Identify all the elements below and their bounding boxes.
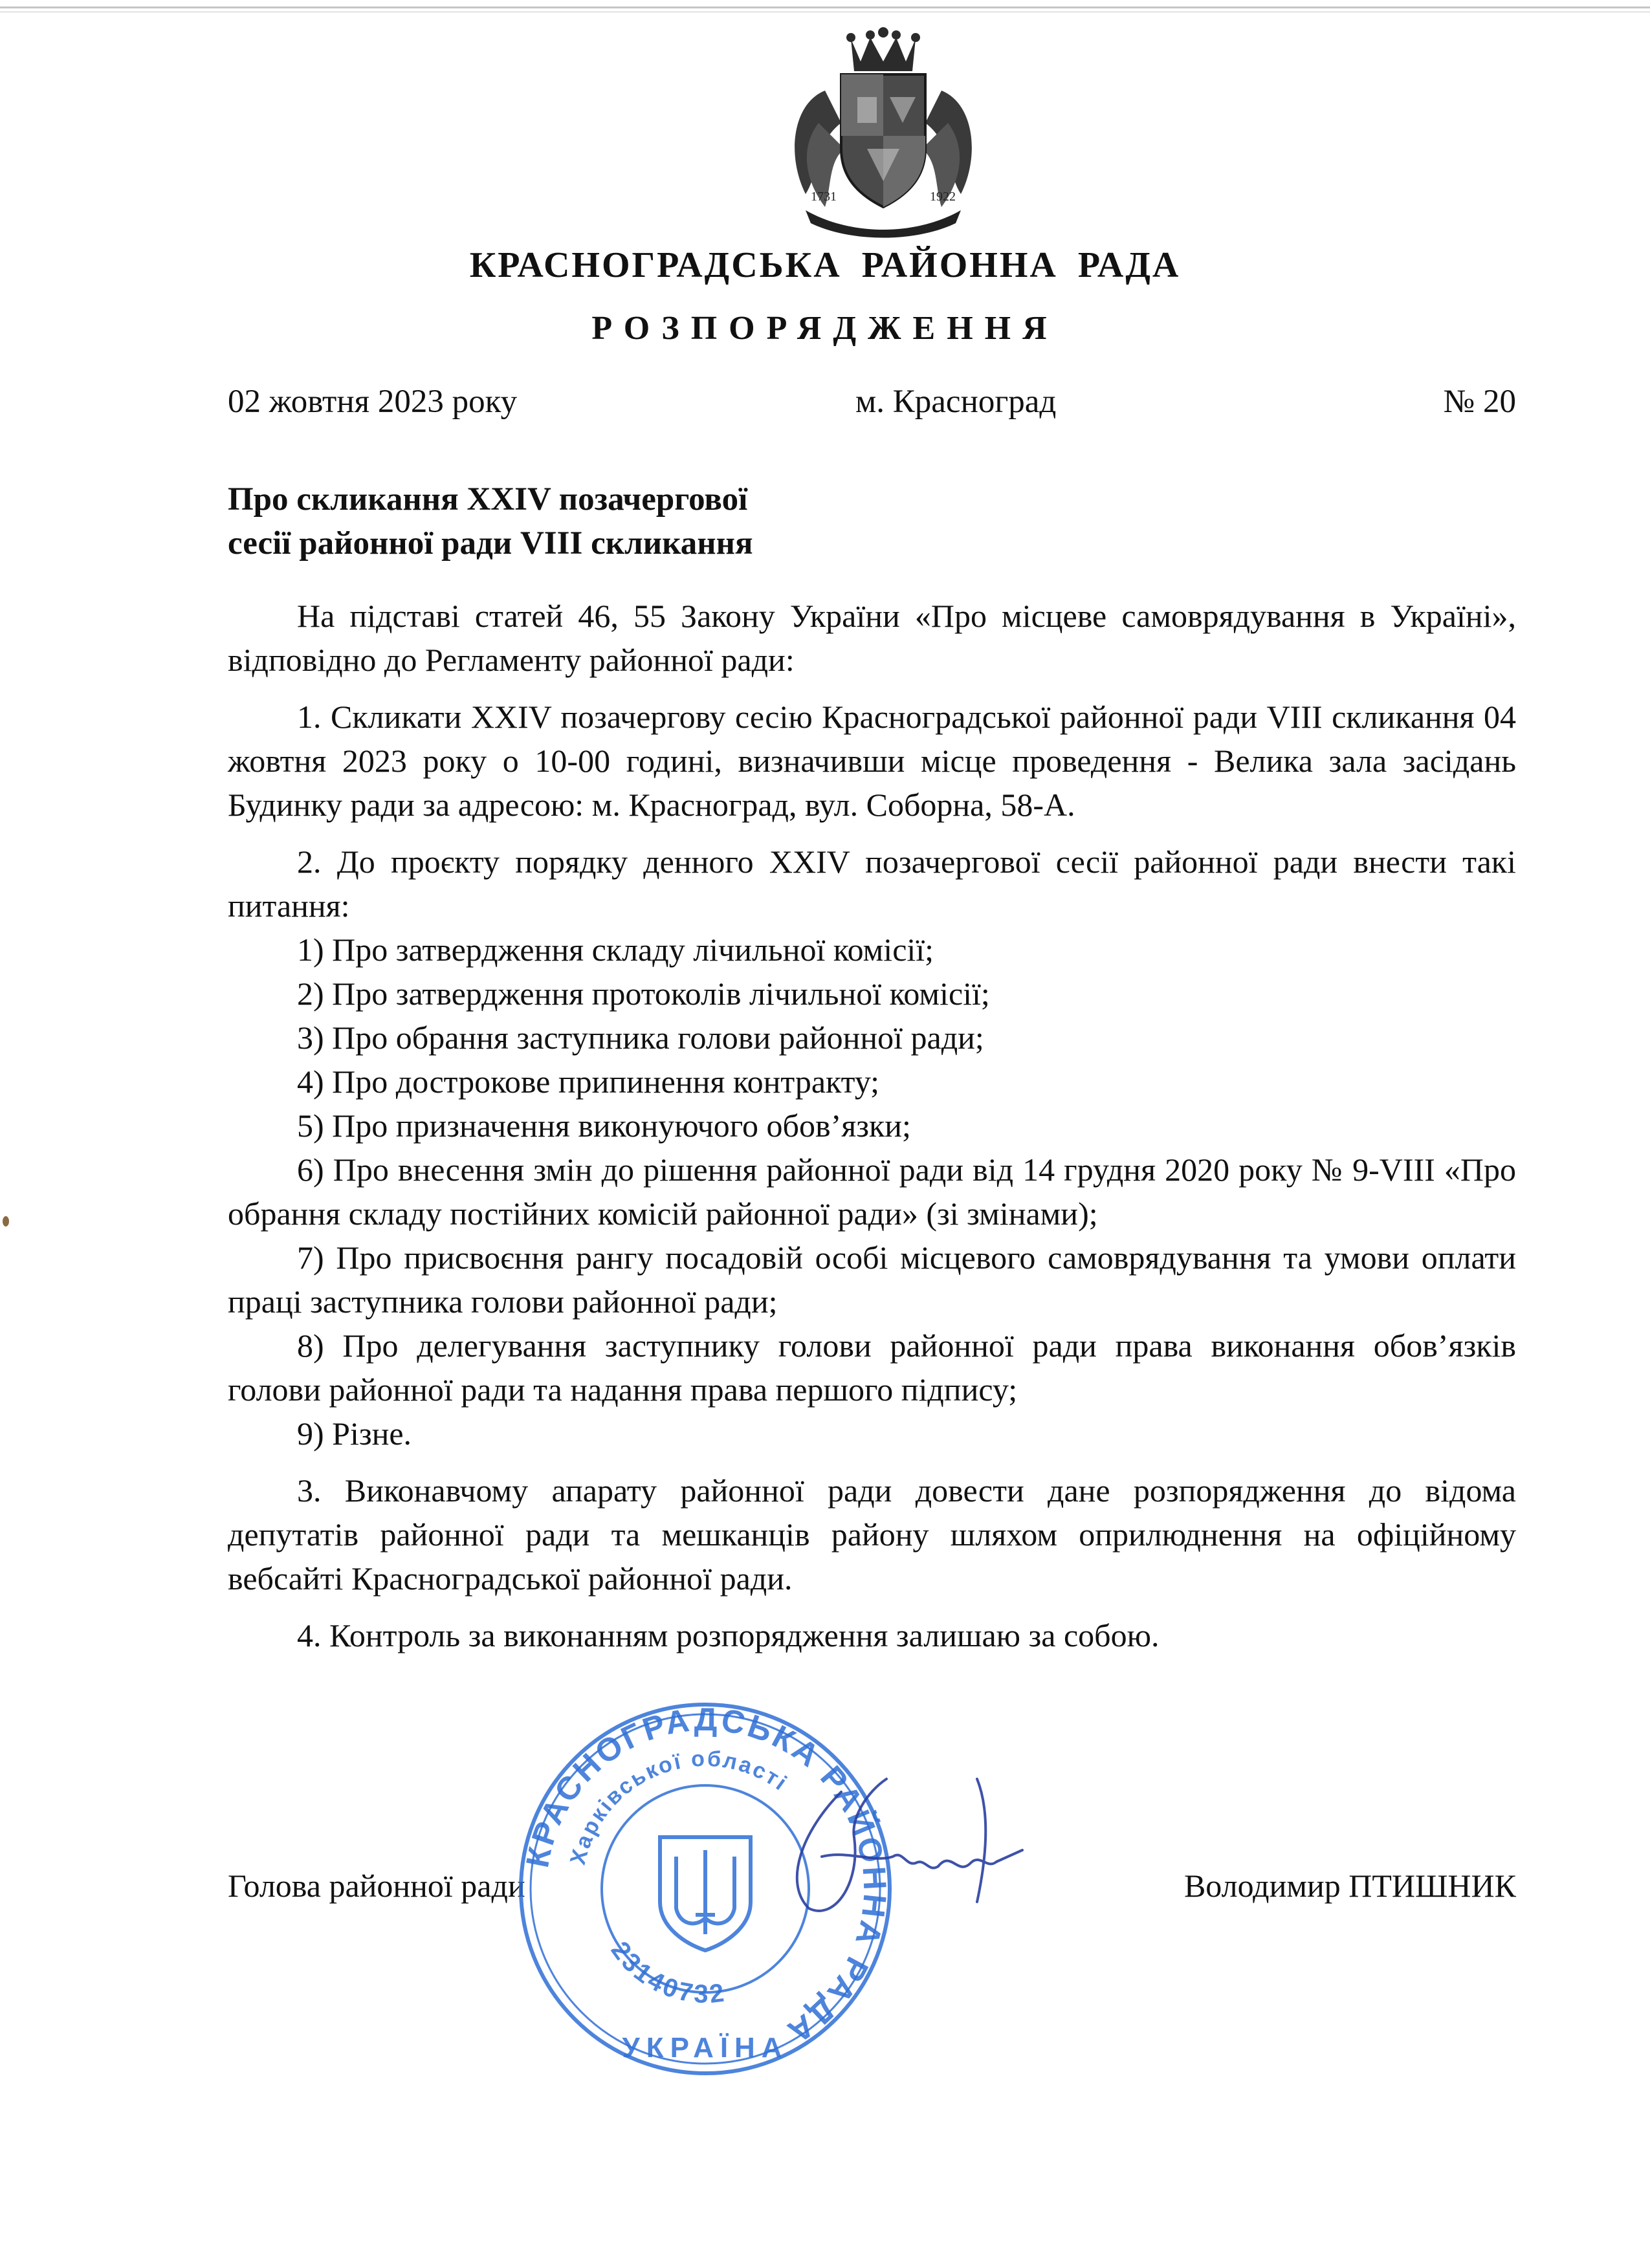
agenda-item: 8) Про делегування заступнику голови районної ради права виконання обов’язків голови районної ради та надання права першого підпису;	[228, 1327, 1516, 1408]
seal-code-text: 23140732	[605, 1936, 729, 2009]
point-4-paragraph: 4. Контроль за виконанням розпорядження залишаю за собою.	[297, 1617, 1160, 1653]
point-2-paragraph: 2. До проєкту порядку денного XXIV позачергової сесії районної ради внести такі питання:	[228, 844, 1516, 924]
agenda-item: 1) Про затвердження складу лічильної комісії;	[297, 932, 934, 968]
scan-border-top	[0, 6, 1650, 8]
agenda-item: 3) Про обрання заступника голови районної ради;	[297, 1020, 984, 1056]
point-1-paragraph: 1. Скликати XXIV позачергову сесію Красноградської районної ради VIII скликання 04 жовтня 2023 року о 10-00 годині, визначивши місце проведення - Велика зала засідань Будинку ради за адресою: м. Красноград, вул. Соборна, 58-А.	[228, 699, 1516, 823]
scan-speck	[3, 1216, 9, 1227]
document-city: м. Красноград	[855, 384, 1057, 420]
subject-line-1: Про скликання XXIV позачергової	[228, 481, 748, 518]
preamble-paragraph: На підставі статей 46, 55 Закону України «Про місцеве самоврядування в Україні», відповідно до Регламенту районної ради:	[228, 598, 1516, 678]
subject-line-2: сесії районної ради VIII скликання	[228, 525, 753, 562]
agenda-list	[228, 928, 1516, 1456]
signatory-position: Голова районної ради	[228, 1868, 525, 1904]
seal-inner-text: Харківської області	[565, 1746, 793, 1868]
coat-of-arms-emblem	[780, 26, 987, 239]
seal-outer-text: КРАСНОГРАДСЬКА РАЙОННА РАДА	[519, 1701, 894, 2052]
document-date: 02 жовтня 2023 року	[228, 384, 518, 420]
crest-year-left: 1731	[811, 190, 837, 204]
handwritten-signature	[764, 1753, 1035, 1941]
agenda-item: 2) Про затвердження протоколів лічильної комісії;	[297, 976, 990, 1012]
agenda-item: 4) Про дострокове припинення контракту;	[297, 1063, 880, 1100]
document-type: РОЗПОРЯДЖЕННЯ	[591, 310, 1059, 347]
agenda-item: 6) Про внесення змін до рішення районної ради від 14 грудня 2020 року № 9-VIII «Про обрання складу постійних комісій районної ради» (зі змінами);	[228, 1151, 1516, 1232]
seal-country-text: УКРАЇНА	[622, 2032, 789, 2064]
agenda-item: 7) Про присвоєння рангу посадовій особі місцевого самоврядування та умови оплати праці заступника голови районної ради;	[228, 1239, 1516, 1320]
crest-year-right: 1922	[930, 190, 956, 204]
trident-icon	[660, 1837, 751, 1950]
signatory-name: Володимир ПТИШНИК	[1183, 1868, 1516, 1904]
agenda-item: 9) Різне.	[297, 1415, 412, 1452]
council-name: КРАСНОГРАДСЬКА РАЙОННА РАДА	[469, 245, 1181, 285]
point-3-paragraph: 3. Виконавчому апарату районної ради довести дане розпорядження до відома депутатів районної ради та мешканців району шляхом оприлюднення на офіційному вебсайті Красноградської районної ради.	[228, 1472, 1516, 1597]
agenda-item: 5) Про призначення виконуючого обов’язки;	[297, 1107, 911, 1144]
document-subject	[228, 477, 753, 565]
document-body	[228, 594, 1516, 1657]
document-number: № 20	[1443, 384, 1516, 420]
